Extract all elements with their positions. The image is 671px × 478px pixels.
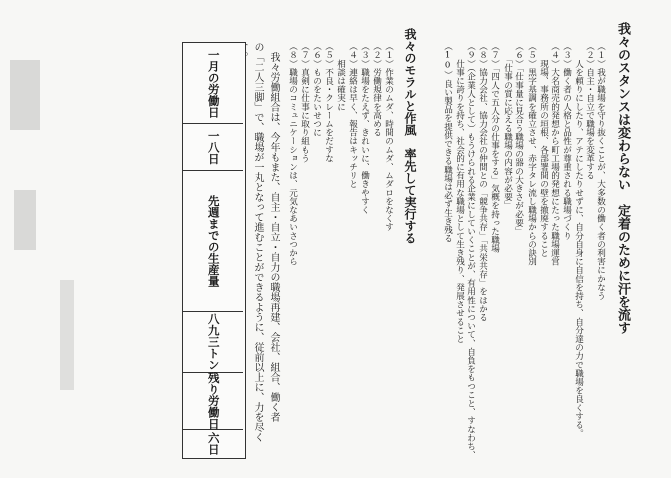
section2-item: （８）職場のコミュニケーションは、元気なあいさつから xyxy=(287,42,298,266)
section2-item: （６）ものをたいせつに xyxy=(311,42,322,137)
closing-line: 我々労働組合は、今年もまた、自主・自立・自力の職場再建、会社、組合、働く者 xyxy=(268,42,279,422)
section2-item: （１）作業のムダ、時間のムダ、ムダロをなくす xyxy=(383,42,394,232)
section1-item: 人を頼りにしたり、アテにしたりせずに、自分自身に自信を持ち、自分達の力で職場を良くする。 xyxy=(573,42,584,438)
section2-item: 相談は確実に xyxy=(335,42,346,111)
board-cell xyxy=(183,430,243,457)
section1-item: （６）「仕事量に見合う職場の器の大きさが必要」 xyxy=(513,42,524,236)
working-days-label: 一月の労働日 xyxy=(206,48,221,118)
working-days-value: 一八日 xyxy=(206,129,221,165)
section1-item: （１）我が職場を守り抜くことが、大多数の働く者の利害にかなう xyxy=(595,42,606,300)
production-label: 先週までの生産量 xyxy=(206,195,221,287)
section2-item: （７）真剣に仕事に取り組もう xyxy=(299,42,310,163)
bleed-through-mark xyxy=(60,280,74,390)
section1-item: （３）働く者の人格と品性が尊重される職場づくり xyxy=(561,42,572,240)
production-value: 八九三トン xyxy=(206,313,221,371)
section2-title: 我々のモラルと作風 率先して実行する xyxy=(403,28,417,244)
board-cell xyxy=(183,373,243,430)
board-cell xyxy=(183,124,243,171)
section1-item: （８）協力会社、協力会社の仲間との「競争共存」「共栄共存」をはかる xyxy=(477,42,488,322)
section2-item: （４）連絡は早く、報告はキッチリと xyxy=(347,42,358,189)
section1-item: 仕事に誇りを持ち、社会的に有用な職場として生き残り、発展させること xyxy=(454,42,465,343)
board-cell xyxy=(183,312,243,373)
section1-item: 「仕事の質に応える職場の内容が必要」 xyxy=(502,42,513,210)
section1-item: （10）良い製品を提供できる職場は必ず生き残る xyxy=(442,42,453,243)
closing-line: の「二人三脚」で、職場が一丸となって進むことができるように、従前以上に、力を尽く xyxy=(252,42,263,442)
remaining-days-label: 残り労働日 xyxy=(206,372,221,430)
section2-item: （５）不良・クレームをだすな xyxy=(323,42,334,163)
bleed-through-mark xyxy=(10,60,40,130)
section1-item: （９）（企業人として）もうけられる企業にしていくことが、有用性について、自負をもつこと、すなわち、 xyxy=(465,42,476,460)
section1-item: （４）大名商売的発想から町工場的発想にたった職場運営 xyxy=(549,42,560,266)
remaining-days-value: 六日 xyxy=(206,432,221,455)
section1-item: 現場、事務所の垣根、各部署間の壁を撤廃すること xyxy=(538,42,549,257)
work-day-board xyxy=(182,42,246,459)
bleed-through-mark xyxy=(14,190,36,250)
section1-item: （７）「四人で五人分の仕事をする」気概を持った職場 xyxy=(489,42,500,253)
section2-item: （２）労働規律を高める xyxy=(371,42,382,137)
board-cell xyxy=(183,171,243,312)
section1-item: （２）自主・自立で職場を変革する xyxy=(584,42,595,180)
section1-title: 我々のスタンスは変わらない 定着のために汗を流す xyxy=(615,22,630,334)
board-cell xyxy=(183,43,243,124)
section1-item: （５）黒字基調を確立させ、赤字タレ流し職場からの訣別 xyxy=(526,42,537,266)
section2-item: （３）職場をたえず、きれいに、働きやすく xyxy=(359,42,370,214)
